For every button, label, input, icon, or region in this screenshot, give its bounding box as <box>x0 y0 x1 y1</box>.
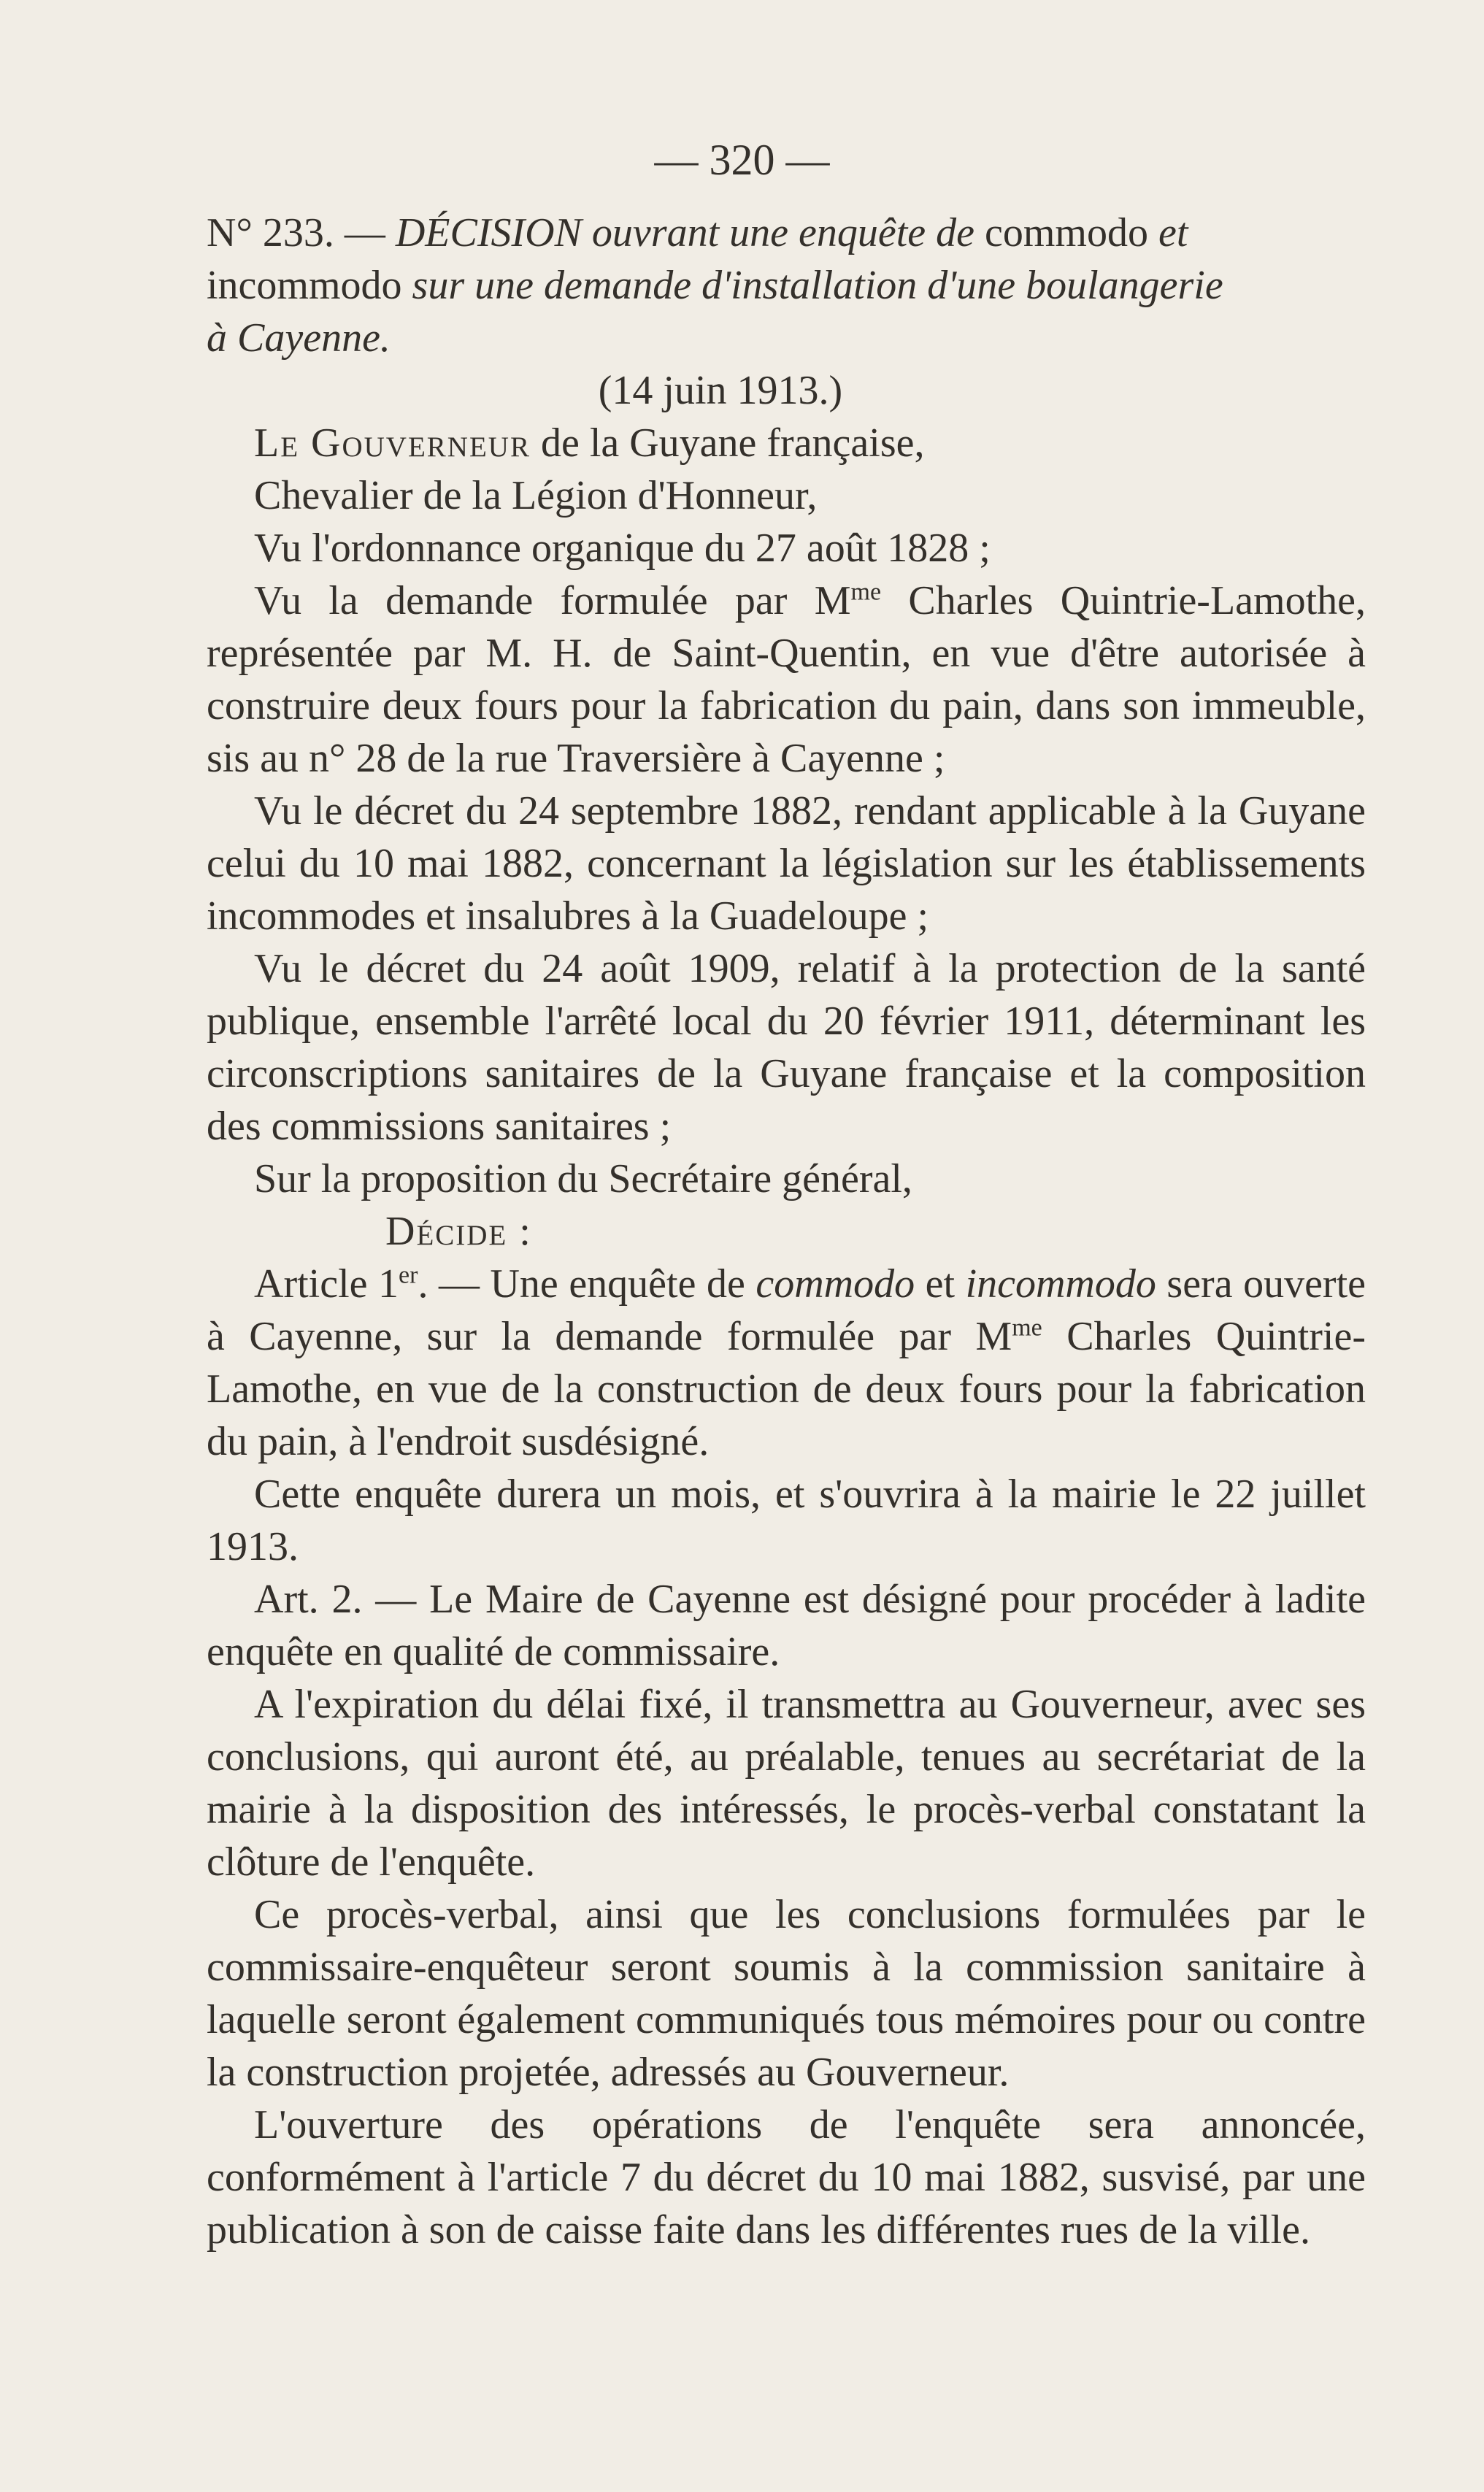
article-1-commodo: commodo <box>756 1261 915 1307</box>
authority-rest: de la Guyane française, <box>530 420 925 466</box>
article-1-d: sera ouverte à Cayenne, sur la demande formulée par M <box>207 1261 1366 1359</box>
consideration-2-sup: me <box>850 578 882 606</box>
decision-text <box>207 207 1366 2256</box>
consideration-2 <box>207 574 1366 785</box>
article-1 <box>207 1258 1366 1468</box>
article-2-paragraph-3: Ce procès-verbal, ainsi que les conclusions formulées par le commissaire-enquêteur seront soumis à la commission sanitaire à laquelle seront également communiqués tous mémoires pour ou contre la construction projetée, adressés au Gouverneur. <box>207 1892 1366 2095</box>
article-1-b: . — Une enquête de <box>418 1261 756 1307</box>
authority-title: Le Gouverneur <box>254 420 531 466</box>
consideration-4: Vu le décret du 24 août 1909, relatif à la protection de la santé publique, ensemble l'arrêté local du 20 février 1911, déterminant les circonscriptions sanitaires de la Guyane française et la composition des commissions sanitaires ; <box>207 946 1366 1149</box>
authority-line2: Chevalier de la Légion d'Honneur, <box>254 473 818 518</box>
authority-line1 <box>207 417 1366 469</box>
heading-title-a: DÉCISION ouvrant une enquête de <box>395 210 974 255</box>
decision-number: N° 233. <box>207 210 334 255</box>
consideration-1: Vu l'ordonnance organique du 27 août 1828 ; <box>254 526 991 571</box>
heading-title-b: commodo <box>974 210 1158 255</box>
decide-heading: Décide : <box>385 1209 532 1254</box>
article-2-paragraph-2: A l'expiration du délai fixé, il transmettra au Gouverneur, avec ses conclusions, qui auront été, au préalable, tenues au secrétariat de la mairie à la disposition des intéressés, le procès-verbal constatant la clôture de l'enquête. <box>207 1682 1366 1885</box>
page-number: — 320 — <box>654 136 830 184</box>
heading-line2-b: sur une demande d'installation d'une boulangerie <box>401 263 1223 308</box>
consideration-2-a: Vu la demande formulée par M <box>254 578 851 623</box>
article-1-sup2: me <box>1012 1314 1042 1342</box>
decision-heading <box>207 207 1366 364</box>
decision-date: (14 juin 1913.) <box>598 368 843 413</box>
heading-dash: — <box>334 210 396 255</box>
article-1-paragraph-2: Cette enquête durera un mois, et s'ouvrira à la mairie le 22 juillet 1913. <box>207 1472 1366 1569</box>
article-1-incommodo: incommodo <box>965 1261 1156 1307</box>
consideration-2-b: Charles Quintrie-Lamothe, représentée par M. H. de Saint-Quentin, en vue d'être autorisée à construire deux fours pour la fabrication du pain, dans son immeuble, sis au n° 28 de la rue Traversière à Cayenne ; <box>207 578 1366 781</box>
consideration-3: Vu le décret du 24 septembre 1882, rendant applicable à la Guyane celui du 10 mai 1882, concernant la législation sur les établissements incommodes et insalubres à la Guadeloupe ; <box>207 788 1366 939</box>
article-2: Art. 2. — Le Maire de Cayenne est désigné pour procéder à ladite enquête en qualité de commissaire. <box>207 1577 1366 1674</box>
article-2-paragraph-4: L'ouverture des opérations de l'enquête sera annoncée, conformément à l'article 7 du décret du 10 mai 1882, susvisé, par une publication à son de caisse faite dans les différentes rues de la ville. <box>207 2102 1366 2253</box>
heading-line2-a: incommodo <box>207 263 402 308</box>
article-1-a: Article 1 <box>254 1261 399 1307</box>
article-1-c: et <box>915 1261 966 1307</box>
consideration-5: Sur la proposition du Secrétaire général, <box>254 1156 912 1201</box>
heading-title-c: et <box>1158 210 1188 255</box>
article-1-e: Charles Quintrie-Lamothe, en vue de la construction de deux fours pour la fabrication du pain, à l'endroit susdésigné. <box>207 1314 1366 1464</box>
article-1-sup: er <box>399 1261 418 1289</box>
heading-line3: à Cayenne. <box>207 315 391 361</box>
